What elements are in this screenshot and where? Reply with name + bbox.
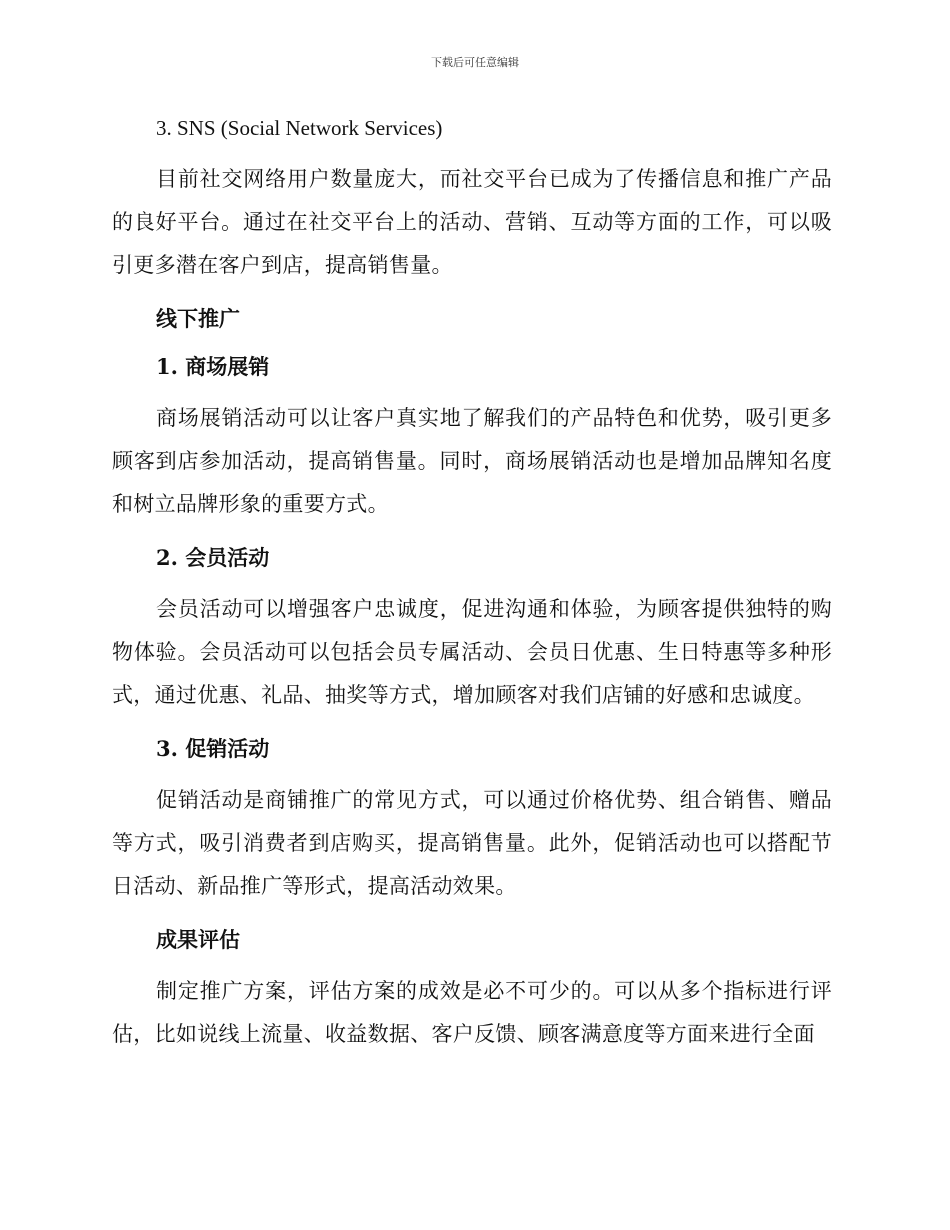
paragraph-sns: 目前社交网络用户数量庞大，而社交平台已成为了传播信息和推广产品的良好平台。通过在社交平台上的活动、营销、互动等方面的工作，可以吸引更多潜在客户到店，提高销售量。	[112, 167, 832, 277]
paragraph-promotions: 促销活动是商铺推广的常见方式，可以通过价格优势、组合销售、赠品等方式，吸引消费者到店购买，提高销售量。此外，促销活动也可以搭配节日活动、新品推广等形式，提高活动效果。	[112, 788, 832, 898]
heading-sns: 3. SNS (Social Network Services)	[156, 116, 443, 140]
paragraph-results-evaluation: 制定推广方案，评估方案的成效是必不可少的。可以从多个指标进行评估，比如说线上流量、收益数据、客户反馈、顾客满意度等方面来进行全面	[112, 979, 832, 1046]
heading-member-activities: 2. 会员活动	[156, 545, 270, 570]
heading-results-evaluation: 成果评估	[156, 927, 240, 952]
document-body	[112, 110, 832, 1056]
paragraph-member-activities: 会员活动可以增强客户忠诚度，促进沟通和体验，为顾客提供独特的购物体验。会员活动可以包括会员专属活动、会员日优惠、生日特惠等多种形式，通过优惠、礼品、抽奖等方式，增加顾客对我们店铺的好感和忠诚度。	[112, 597, 832, 707]
heading-offline-promotion: 线下推广	[156, 306, 240, 331]
heading-promotions: 3. 促销活动	[156, 736, 270, 761]
header-note: 下载后可任意编辑	[431, 56, 519, 69]
heading-mall-exhibition: 1. 商场展销	[156, 354, 270, 379]
paragraph-mall-exhibition: 商场展销活动可以让客户真实地了解我们的产品特色和优势，吸引更多顾客到店参加活动，提高销售量。同时，商场展销活动也是增加品牌知名度和树立品牌形象的重要方式。	[112, 406, 832, 516]
